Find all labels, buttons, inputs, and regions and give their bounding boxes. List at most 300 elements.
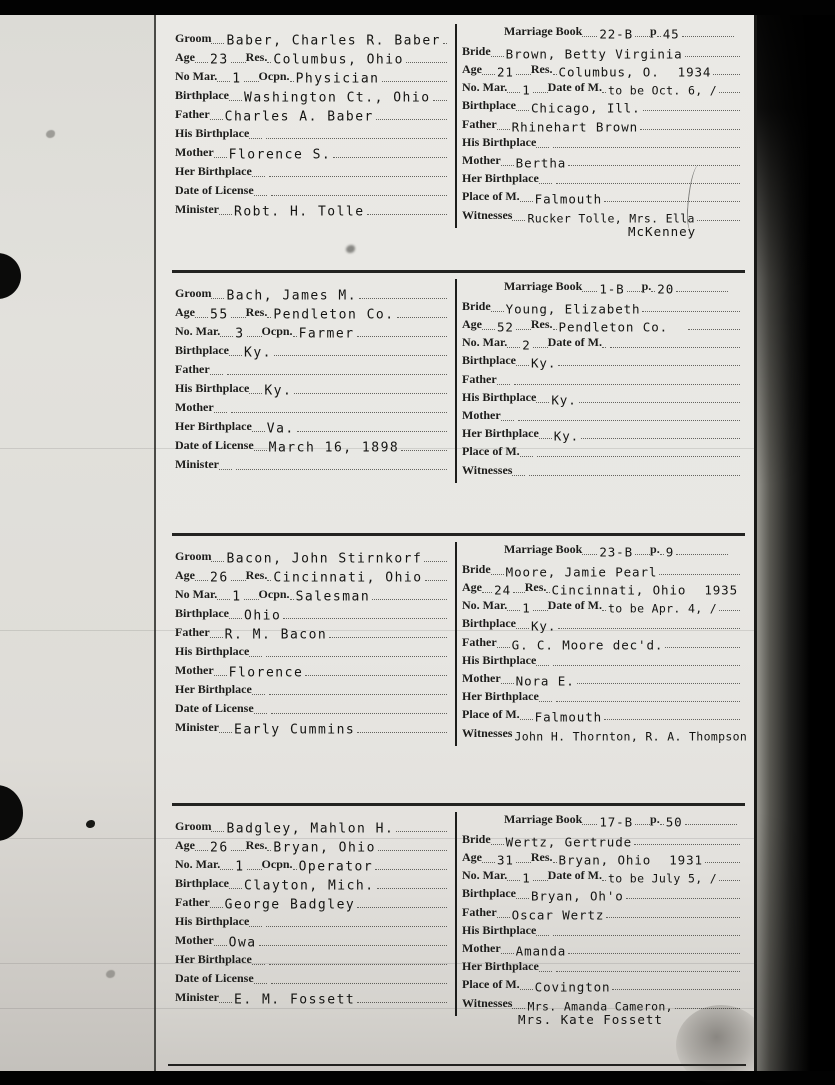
- dotted-leader: [507, 92, 520, 93]
- mar-label2: Date of M.: [547, 335, 602, 350]
- dotted-leader: [244, 599, 259, 600]
- witnesses-value: John H. Thornton, R. A. Thompson: [514, 729, 748, 744]
- dotted-leader: [271, 983, 447, 984]
- dotted-leader: [514, 384, 740, 385]
- dotted-leader: [269, 694, 447, 695]
- her_birthplace-label: Her Birthplace: [175, 419, 252, 433]
- dotted-leader: [640, 129, 740, 130]
- dotted-leader: [539, 183, 552, 184]
- bride-value: Wertz, Gertrude: [505, 834, 633, 850]
- dotted-leader: [211, 298, 224, 299]
- film-band-top: [0, 0, 835, 15]
- mar-label: No. Mar.: [462, 868, 508, 883]
- dotted-leader: [283, 618, 447, 619]
- dotted-leader: [231, 850, 246, 851]
- marriage-book-number: 23-B: [599, 544, 634, 560]
- age-label2: Res.: [245, 305, 268, 319]
- father-label: Father: [175, 107, 210, 121]
- dotted-leader: [236, 469, 447, 470]
- row-mother: [175, 397, 447, 416]
- dotted-leader: [497, 917, 510, 918]
- age-value: 24: [494, 582, 511, 598]
- row-father: [462, 632, 740, 653]
- dotted-leader: [210, 907, 223, 908]
- birthplace-label: Birthplace: [462, 98, 516, 113]
- dotted-leader: [507, 610, 520, 611]
- birthplace-label: Birthplace: [175, 606, 229, 620]
- mother-label: Mother: [462, 408, 501, 422]
- dotted-leader: [533, 610, 548, 611]
- dotted-leader: [516, 862, 531, 863]
- dotted-leader: [491, 844, 504, 845]
- dotted-leader: [231, 317, 246, 318]
- age-label: Age: [462, 317, 482, 332]
- dotted-leader: [229, 888, 242, 889]
- dotted-leader: [211, 831, 224, 832]
- groom-label: Groom: [175, 819, 212, 833]
- dotted-leader: [372, 599, 447, 600]
- row-mar: [175, 854, 447, 873]
- dotted-leader: [582, 291, 597, 292]
- dotted-leader: [516, 365, 529, 366]
- dotted-leader: [231, 580, 246, 581]
- mother-label: Mother: [175, 145, 214, 159]
- dotted-leader: [220, 869, 233, 870]
- his_birthplace-label: His Birthplace: [175, 126, 250, 140]
- dotted-leader: [211, 43, 224, 44]
- place_of_m-label: Place of M.: [462, 189, 520, 204]
- dotted-leader: [219, 732, 232, 733]
- birthplace-label: Birthplace: [175, 876, 229, 890]
- marriage-book-number: 1-B: [599, 281, 625, 297]
- age-value: 52: [497, 319, 514, 335]
- dotted-leader: [512, 475, 525, 476]
- birthplace-value: Bryan, Oh'o: [531, 888, 624, 904]
- bride-value: Brown, Betty Virginia: [505, 46, 683, 62]
- dotted-leader: [217, 599, 230, 600]
- birthplace-label: Birthplace: [462, 616, 516, 631]
- witnesses-value: Mrs. Amanda Cameron,: [527, 999, 673, 1014]
- dotted-leader: [539, 701, 552, 702]
- marriage-book-label: Marriage Book: [504, 812, 583, 827]
- row-age: [462, 315, 740, 333]
- dotted-leader: [513, 592, 525, 593]
- mar-value2: to be Oct. 6, /: [607, 83, 718, 98]
- dotted-leader: [553, 935, 740, 936]
- dotted-leader: [491, 56, 504, 57]
- dotted-leader: [602, 347, 606, 348]
- dotted-leader: [397, 317, 447, 318]
- dotted-leader: [627, 291, 642, 292]
- row-his-birthplace: [462, 388, 740, 406]
- dotted-leader: [214, 945, 227, 946]
- father-label: Father: [462, 904, 497, 919]
- witnesses-line2: McKenney: [628, 223, 697, 239]
- dotted-leader: [568, 953, 740, 954]
- row-her-birthplace: [175, 949, 447, 968]
- row-date-of-license: [175, 435, 447, 454]
- dotted-leader: [227, 374, 447, 375]
- bride-label: Bride: [462, 298, 491, 313]
- dotted-leader: [516, 110, 529, 111]
- bride-label: Bride: [462, 43, 491, 58]
- marriage-book-number: 22-B: [599, 26, 634, 42]
- dotted-leader: [259, 945, 447, 946]
- marriage-book-number: 17-B: [599, 814, 634, 830]
- date_of_license-value: March 16, 1898: [268, 440, 400, 456]
- dotted-leader: [357, 907, 447, 908]
- marriage-book-label: Marriage Book: [504, 542, 583, 557]
- mother-value: Nora E.: [515, 673, 575, 689]
- mar-label: No Mar.: [175, 587, 218, 601]
- mar-value: 1: [232, 589, 242, 605]
- dotted-leader: [433, 100, 447, 101]
- dotted-leader: [520, 989, 533, 990]
- place_of_m-value: Covington: [534, 979, 611, 995]
- dotted-leader: [516, 329, 531, 330]
- dotted-leader: [249, 656, 262, 657]
- dotted-leader: [536, 935, 549, 936]
- dotted-leader: [482, 74, 495, 75]
- witnesses-label: Witnesses: [462, 725, 513, 740]
- age-label: Age: [175, 568, 195, 582]
- dotted-leader: [556, 183, 740, 184]
- dotted-leader: [297, 431, 447, 432]
- dotted-leader: [642, 311, 740, 312]
- date_of_license-label: Date of License: [175, 971, 254, 985]
- mar-label2: Date of M.: [547, 868, 602, 883]
- dotted-leader: [501, 420, 514, 421]
- dotted-leader: [376, 119, 447, 120]
- dotted-leader: [539, 971, 552, 972]
- row-groom: [175, 28, 447, 47]
- mother-label: Mother: [175, 933, 214, 947]
- dotted-leader: [220, 336, 233, 337]
- her_birthplace-value: Ky.: [553, 428, 580, 444]
- marriage-book-label: Marriage Book: [504, 279, 583, 294]
- dotted-leader: [713, 74, 740, 75]
- dotted-leader: [254, 983, 267, 984]
- dotted-leader: [536, 665, 549, 666]
- dotted-leader: [195, 317, 208, 318]
- row-mar: [175, 584, 447, 603]
- dotted-leader: [719, 880, 740, 881]
- place_of_m-label: Place of M.: [462, 707, 520, 722]
- mar-value: 1: [235, 859, 245, 875]
- dotted-leader: [634, 844, 740, 845]
- row-his-birthplace: [175, 123, 447, 142]
- birthplace-label: Birthplace: [462, 886, 516, 901]
- marriage-record-baber-brown: [156, 15, 754, 270]
- his_birthplace-label: His Birthplace: [175, 644, 250, 658]
- dotted-leader: [518, 420, 740, 421]
- minister-label: Minister: [175, 457, 219, 471]
- mother-value: Florence S.: [228, 147, 332, 163]
- dotted-leader: [401, 450, 447, 451]
- dotted-leader: [626, 898, 740, 899]
- dotted-leader: [497, 384, 510, 385]
- groom-label: Groom: [175, 549, 212, 563]
- dotted-leader: [305, 675, 447, 676]
- dotted-leader: [249, 926, 262, 927]
- mar-label: No. Mar.: [175, 857, 221, 871]
- father-value: R. M. Bacon: [224, 627, 328, 643]
- mar-value: 3: [235, 326, 245, 342]
- page-label: p.: [641, 279, 652, 294]
- marriage-record-bacon-moore: [156, 533, 754, 803]
- her_birthplace-label: Her Birthplace: [462, 959, 539, 974]
- mar-label: No. Mar.: [462, 598, 508, 613]
- dotted-leader: [516, 898, 529, 899]
- dotted-leader: [553, 665, 740, 666]
- dotted-leader: [682, 36, 734, 37]
- row-age: [462, 578, 740, 596]
- mother-value: Owa: [228, 935, 257, 951]
- dotted-leader: [533, 880, 548, 881]
- dotted-leader: [497, 647, 510, 648]
- marriage-book-row: [462, 277, 740, 295]
- row-place-of-m: [462, 705, 740, 723]
- father-value: Oscar Wertz: [511, 907, 605, 923]
- his_birthplace-label: His Birthplace: [175, 381, 250, 395]
- age-label: Age: [462, 850, 482, 865]
- marriage-book-row: [462, 810, 740, 828]
- father-label: Father: [462, 634, 497, 649]
- dotted-leader: [252, 694, 265, 695]
- scan-line: [0, 1008, 757, 1009]
- row-her-birthplace: [462, 687, 740, 705]
- dotted-leader: [406, 62, 447, 63]
- dotted-leader: [558, 365, 740, 366]
- dotted-leader: [443, 43, 447, 44]
- dotted-leader: [357, 1002, 447, 1003]
- page-label: p.: [650, 812, 660, 827]
- row-birthplace: [462, 351, 740, 369]
- mother-value: Bertha: [515, 155, 567, 171]
- his_birthplace-label: His Birthplace: [462, 652, 537, 667]
- date_of_license-label: Date of License: [175, 438, 254, 452]
- minister-label: Minister: [175, 202, 219, 216]
- age-value: 55: [210, 307, 229, 323]
- mar-label: No Mar.: [175, 69, 218, 83]
- mother-label: Mother: [175, 400, 214, 414]
- father-label: Father: [175, 362, 210, 376]
- groom-column: [175, 816, 447, 1006]
- dotted-leader: [501, 953, 514, 954]
- marriage-record-badgley-wertz: [156, 803, 754, 1064]
- dotted-leader: [482, 592, 492, 593]
- row-age: [175, 47, 447, 66]
- birthplace-label: Birthplace: [175, 343, 229, 357]
- dotted-leader: [533, 347, 548, 348]
- page-label: p: [650, 24, 657, 39]
- age-label: Age: [175, 50, 195, 64]
- dotted-leader: [210, 637, 223, 638]
- row-father: [175, 892, 447, 911]
- age-value: 26: [210, 840, 229, 856]
- age-value2: Cincinnati, Ohio: [273, 570, 423, 586]
- dotted-leader: [396, 831, 447, 832]
- father-label: Father: [175, 625, 210, 639]
- dotted-leader: [491, 574, 504, 575]
- row-father: [175, 359, 447, 378]
- record-year: 1935: [704, 582, 739, 598]
- dotted-leader: [195, 580, 208, 581]
- dotted-leader: [497, 129, 510, 130]
- groom-value: Bacon, John Stirnkorf: [226, 551, 423, 567]
- row-minister: [175, 717, 447, 736]
- row-mar: [175, 321, 447, 340]
- birthplace-value: Ky.: [531, 618, 557, 634]
- mar-label: No. Mar.: [462, 335, 508, 350]
- page-number: 50: [665, 814, 683, 830]
- dotted-leader: [520, 456, 533, 457]
- mar-value2: Farmer: [298, 326, 355, 342]
- groom-column: [175, 28, 447, 218]
- birthplace-label: Birthplace: [462, 353, 516, 368]
- father-value: Rhinehart Brown: [511, 119, 639, 135]
- mar-value2: Physician: [295, 71, 380, 87]
- minister-label: Minister: [175, 720, 219, 734]
- her_birthplace-label: Her Birthplace: [462, 171, 539, 186]
- dotted-leader: [425, 580, 447, 581]
- dotted-leader: [219, 214, 232, 215]
- row-age: [175, 302, 447, 321]
- birthplace-value: Ky.: [531, 355, 557, 371]
- dotted-leader: [537, 456, 740, 457]
- age-label2: Res.: [530, 317, 553, 332]
- dotted-leader: [676, 554, 728, 555]
- her_birthplace-label: Her Birthplace: [462, 689, 539, 704]
- place_of_m-value: Falmouth: [534, 709, 603, 725]
- row-birthplace: [175, 873, 447, 892]
- row-bride: [462, 42, 740, 60]
- mother-label: Mother: [462, 153, 501, 167]
- dotted-leader: [229, 100, 242, 101]
- dotted-leader: [643, 110, 740, 111]
- row-mar: [175, 66, 447, 85]
- dotted-leader: [378, 850, 447, 851]
- groom-value: Baber, Charles R. Baber: [226, 33, 441, 49]
- mar-value: 2: [522, 337, 531, 353]
- dotted-leader: [375, 869, 447, 870]
- father-value: George Badgley: [224, 897, 356, 913]
- minister-value: E. M. Fossett: [234, 992, 356, 1008]
- dotted-leader: [252, 431, 265, 432]
- row-his-birthplace: [462, 921, 740, 939]
- mar-label2: Date of M.: [547, 80, 602, 95]
- dotted-leader: [520, 719, 533, 720]
- dotted-leader: [219, 469, 232, 470]
- birthplace-value: Chicago, Ill.: [531, 100, 641, 116]
- dotted-leader: [533, 92, 548, 93]
- dotted-leader: [266, 138, 447, 139]
- dotted-leader: [697, 220, 740, 221]
- father-value: Charles A. Baber: [224, 109, 374, 125]
- dotted-leader: [482, 329, 495, 330]
- his_birthplace-label: His Birthplace: [462, 134, 537, 149]
- row-father: [462, 902, 740, 923]
- dotted-leader: [568, 165, 740, 166]
- row-father: [175, 104, 447, 123]
- dotted-leader: [556, 971, 740, 972]
- her_birthplace-value: Va.: [266, 421, 295, 437]
- row-mar: [462, 866, 740, 884]
- marriage-book-row: [462, 22, 740, 40]
- father-value: G. C. Moore dec'd.: [511, 637, 664, 653]
- row-her-birthplace: [462, 424, 740, 442]
- witnesses-label: Witnesses: [462, 207, 513, 222]
- dotted-leader: [195, 850, 208, 851]
- dotted-leader: [582, 36, 597, 37]
- birthplace-value: Washington Ct., Ohio: [244, 90, 431, 106]
- his_birthplace-value: Ky.: [551, 392, 577, 408]
- dotted-leader: [507, 347, 520, 348]
- dotted-leader: [217, 81, 230, 82]
- age-value2: Columbus, Ohio: [273, 52, 404, 68]
- mar-label2: Ocpn.: [258, 587, 290, 601]
- witnesses-value: Rucker Tolle, Mrs. Ella: [527, 211, 695, 226]
- his_birthplace-label: His Birthplace: [175, 914, 250, 928]
- age-value2: Pendleton Co.: [273, 307, 395, 323]
- row-age: [462, 848, 740, 866]
- dotted-leader: [501, 165, 514, 166]
- marriage-book-row: [462, 540, 740, 558]
- dotted-leader: [553, 147, 740, 148]
- groom-label: Groom: [175, 286, 212, 300]
- dotted-leader: [219, 1002, 232, 1003]
- row-his-birthplace: [462, 133, 740, 151]
- mar-value2: to be Apr. 4, /: [607, 601, 718, 616]
- dotted-leader: [491, 311, 504, 312]
- date_of_license-label: Date of License: [175, 701, 254, 715]
- age-label: Age: [462, 62, 482, 77]
- row-mother: [175, 930, 447, 949]
- page-number: 20: [657, 281, 675, 297]
- place_of_m-label: Place of M.: [462, 444, 520, 459]
- her_birthplace-label: Her Birthplace: [462, 426, 539, 441]
- dotted-leader: [214, 157, 227, 158]
- age-value: 21: [497, 64, 514, 80]
- mar-label2: Ocpn.: [258, 69, 290, 83]
- dotted-leader: [266, 926, 447, 927]
- scan-line: [0, 838, 835, 839]
- mar-label2: Ocpn.: [261, 857, 293, 871]
- dotted-leader: [482, 862, 495, 863]
- row-birthplace: [462, 884, 740, 902]
- dotted-leader: [635, 554, 650, 555]
- dotted-leader: [254, 450, 267, 451]
- bride-value: Moore, Jamie Pearl: [505, 564, 658, 580]
- row-birthplace: [175, 603, 447, 622]
- dotted-leader: [507, 880, 520, 881]
- row-father: [462, 114, 740, 135]
- row-mother: [462, 669, 740, 687]
- row-groom: [175, 283, 447, 302]
- film-edge-right: [757, 0, 835, 1080]
- bride-column: [462, 810, 740, 1028]
- dotted-leader: [685, 824, 737, 825]
- dotted-leader: [367, 214, 447, 215]
- dotted-leader: [539, 438, 552, 439]
- father-label: Father: [175, 895, 210, 909]
- dotted-leader: [294, 393, 447, 394]
- groom-value: Bach, James M.: [226, 288, 358, 304]
- dotted-leader: [582, 554, 597, 555]
- row-date-of-license: [175, 968, 447, 987]
- birthplace-value: Ohio: [244, 608, 282, 624]
- dotted-leader: [719, 92, 740, 93]
